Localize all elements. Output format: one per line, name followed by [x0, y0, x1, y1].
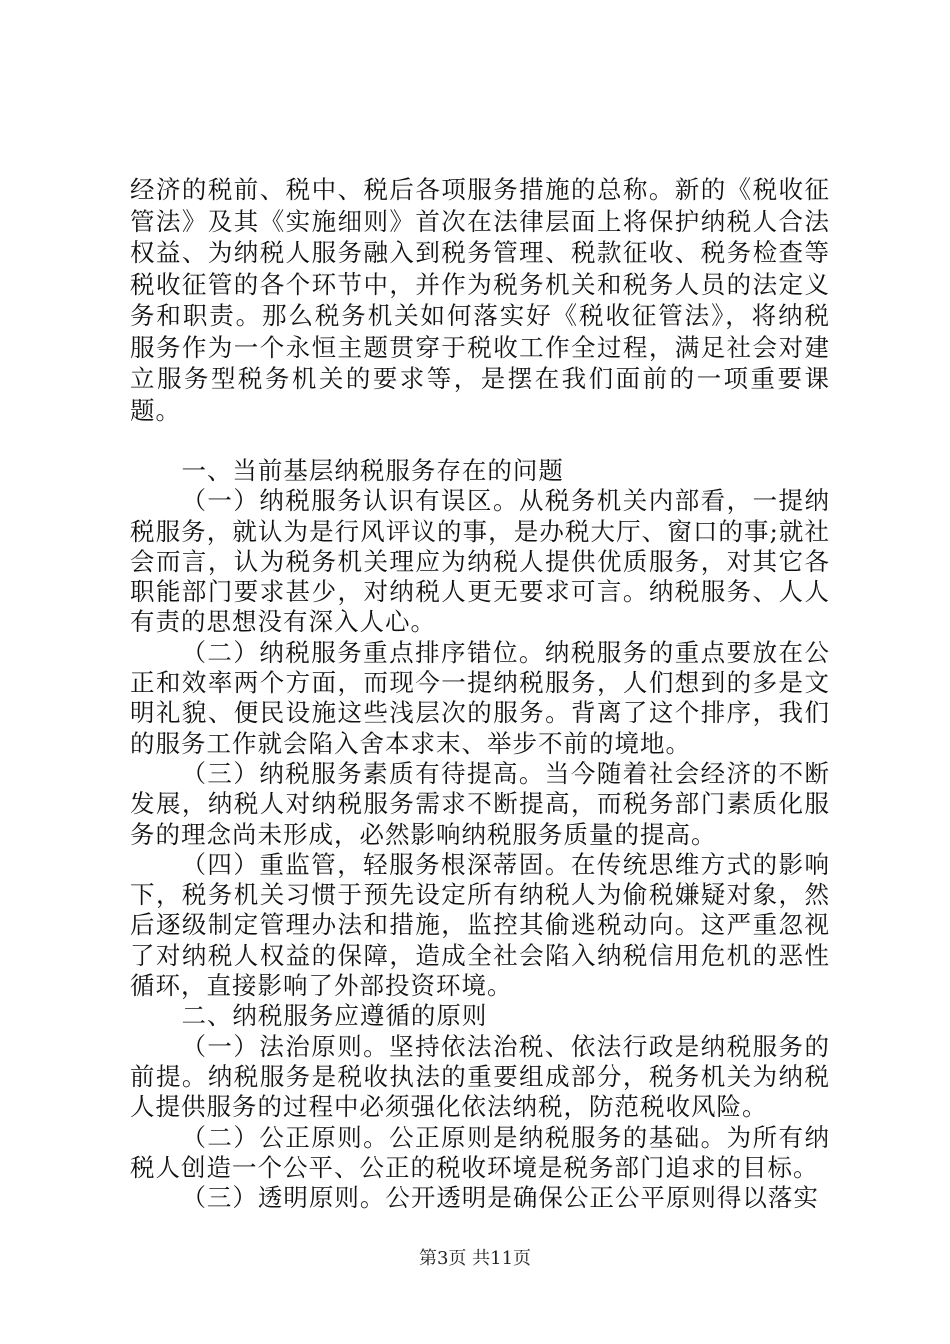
paragraph: （二）公正原则。公正原则是纳税服务的基础。为所有纳税人创造一个公平、公正的税收环境是税务部门追求的目标。: [130, 1122, 830, 1182]
section-problems: [130, 456, 830, 1001]
section-principles: [130, 1001, 830, 1213]
document-body: [130, 174, 830, 1213]
section-heading: 二、纳税服务应遵循的原则: [181, 1001, 488, 1031]
paragraph: （四）重监管，轻服务根深蒂固。在传统思维方式的影响下，税务机关习惯于预先设定所有纳税人为偷税嫌疑对象，然后逐级制定管理办法和措施，监控其偷逃税动向。这严重忽视了对纳税人权益的保障，造成全社会陷入纳税信用危机的恶性循环，直接影响了外部投资环境。: [130, 849, 830, 1001]
page-number-footer: 第3页 共11页: [418, 1248, 532, 1269]
paragraph: （三）透明原则。公开透明是确保公正公平原则得以落实: [181, 1183, 819, 1213]
paragraph: （一）法治原则。坚持依法治税、依法行政是纳税服务的前提。纳税服务是税收执法的重要组成部分，税务机关为纳税人提供服务的过程中必须强化依法纳税，防范税收风险。: [130, 1031, 830, 1122]
paragraph: （三）纳税服务素质有待提高。当今随着社会经济的不断发展，纳税人对纳税服务需求不断提高，而税务部门素质化服务的理念尚未形成，必然影响纳税服务质量的提高。: [130, 758, 830, 849]
section-heading: 一、当前基层纳税服务存在的问题: [181, 456, 564, 485]
paragraph: （一）纳税服务认识有误区。从税务机关内部看，一提纳税服务，就认为是行风评议的事，是办税大厅、窗口的事;就社会而言，认为税务机关理应为纳税人提供优质服务，对其它各职能部门要求甚少，对纳税人更无要求可言。纳税服务、人人有责的思想没有深入人心。: [130, 486, 830, 637]
intro-paragraph: 经济的税前、税中、税后各项服务措施的总称。新的《税收征管法》及其《实施细则》首次在法律层面上将保护纳税人合法权益、为纳税人服务融入到税务管理、税款征收、税务检查等税收征管的各个环节中，并作为税务机关和税务人员的法定义务和职责。那么税务机关如何落实好《税收征管法》，将纳税服务作为一个永恒主题贯穿于税收工作全过程，满足社会对建立服务型税务机关的要求等，是摆在我们面前的一项重要课题。: [130, 175, 830, 425]
paragraph: （二）纳税服务重点排序错位。纳税服务的重点要放在公正和效率两个方面，而现今一提纳税服务，人们想到的多是文明礼貌、便民设施这些浅层次的服务。背离了这个排序，我们的服务工作就会陷入舍本求末、举步不前的境地。: [130, 637, 830, 758]
